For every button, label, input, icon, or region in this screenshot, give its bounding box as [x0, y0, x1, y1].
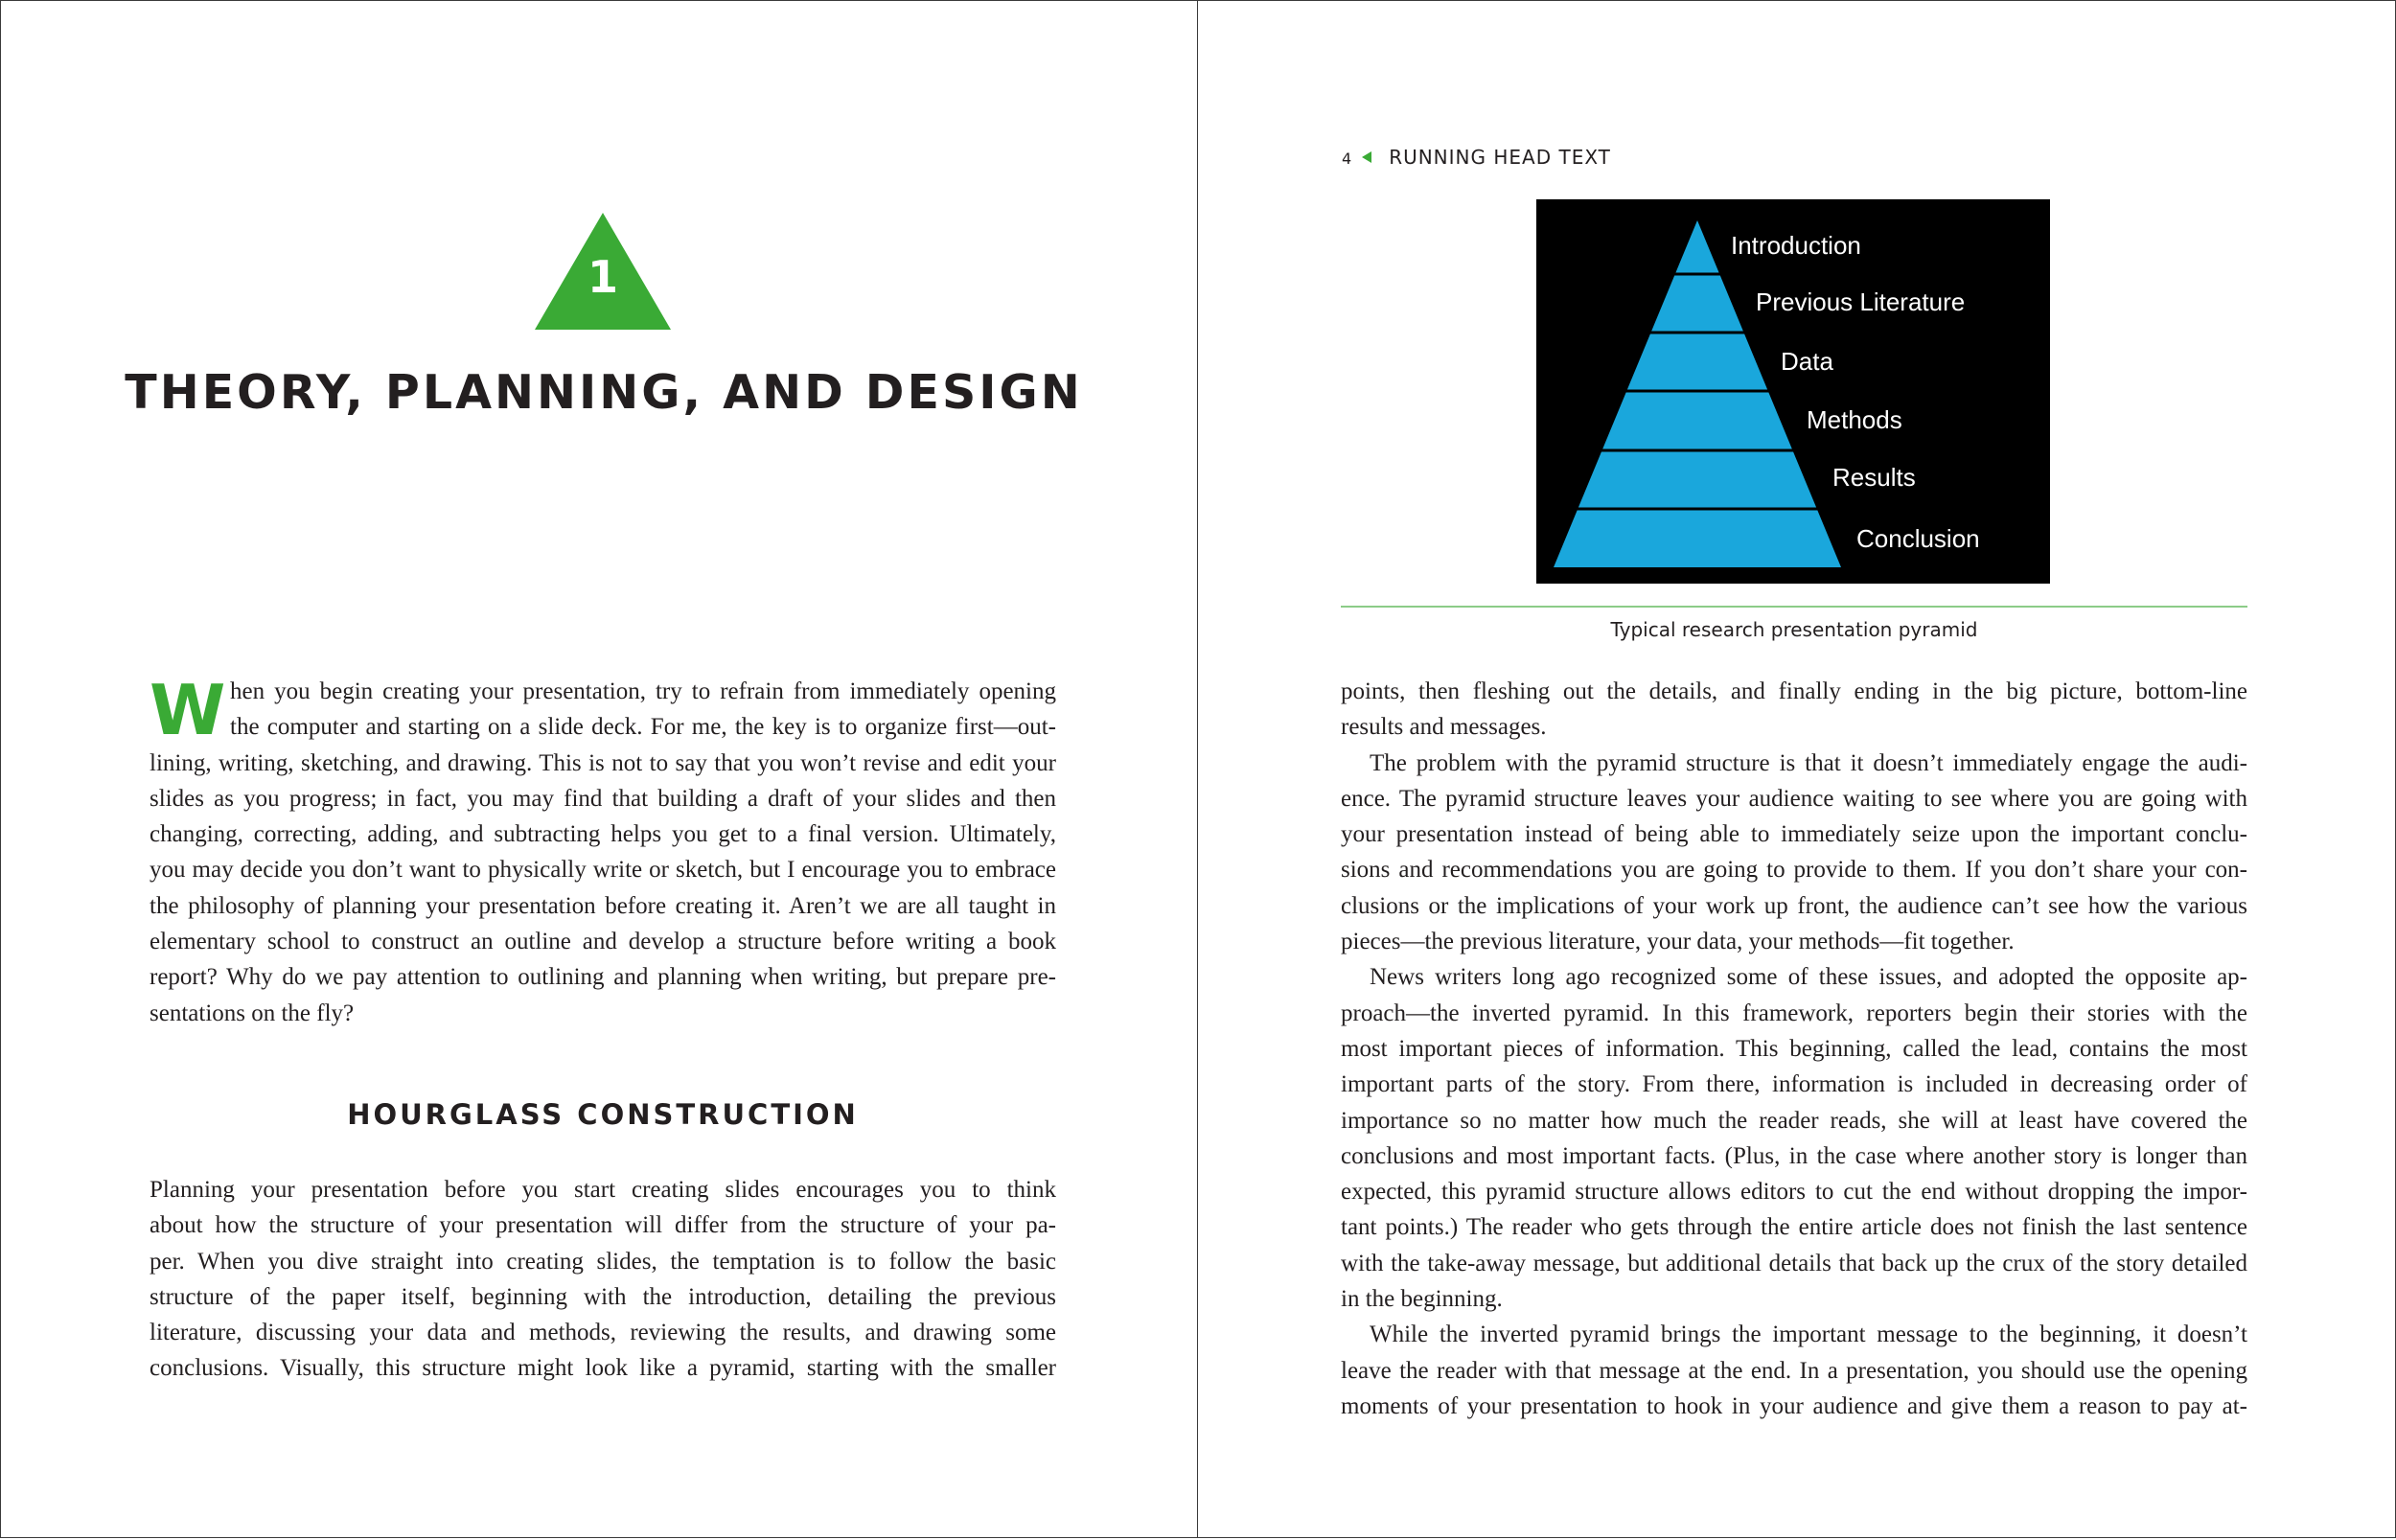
text-line: proach—the inverted pyramid. In this framework, reporters begin their stories with the	[1341, 1000, 2247, 1026]
figure-caption: Typical research presentation pyramid	[1610, 618, 1978, 641]
pyramid-label-methods: Methods	[1807, 405, 1902, 434]
text-line: sions and recommendations you are going to provide to them. If you don’t share your con-	[1341, 857, 2247, 884]
text-line: hen you begin creating your presentation, try to refrain from immediately opening	[230, 678, 1056, 704]
section-paragraph	[150, 1172, 1056, 1387]
intro-paragraph	[150, 670, 1056, 1031]
text-line: the computer and starting on a slide deck. For me, the key is to organize first—out-	[230, 714, 1056, 741]
pyramid-label-conclusion: Conclusion	[1856, 524, 1980, 553]
text-line: elementary school to construct an outline and develop a structure before writing a book	[150, 929, 1056, 955]
text-line: Planning your presentation before you start creating slides encourages you to think	[150, 1177, 1056, 1203]
text-line: While the inverted pyramid brings the important message to the beginning, it doesn’t	[1370, 1322, 2247, 1348]
text-line: per. When you dive straight into creating slides, the temptation is to follow the basic	[150, 1248, 1056, 1275]
text-line: the philosophy of planning your presentation before creating it. Aren’t we are all taught in	[150, 892, 1056, 919]
text-line: ence. The pyramid structure leaves your audience waiting to see where you are going with	[1341, 785, 2247, 812]
text-line: tant points.) The reader who gets through the entire article does not finish the last sentence	[1341, 1214, 2247, 1241]
text-line: in the beginning.	[1341, 1286, 1503, 1313]
text-line: conclusions and most important facts. (Plus, in the case where another story is longer than	[1341, 1142, 2247, 1169]
text-line: important parts of the story. From there, information is included in decreasing order of	[1341, 1071, 2247, 1098]
pyramid-label-results: Results	[1832, 463, 1916, 492]
text-line: News writers long ago recognized some of these issues, and adopted the opposite ap-	[1370, 964, 2247, 991]
chapter-number: 1	[587, 251, 618, 303]
triangle-left-icon	[1362, 151, 1371, 163]
text-line: conclusions. Visually, this structure might look like a pyramid, starting with the smaller	[150, 1355, 1056, 1382]
pyramid-shape	[1554, 220, 1841, 567]
text-line: report? Why do we pay attention to outlining and planning when writing, but prepare pre-	[150, 964, 1056, 991]
pyramid-figure	[1536, 199, 2050, 584]
pyramid-label-previous-literature: Previous Literature	[1756, 287, 1966, 316]
text-line: expected, this pyramid structure allows editors to cut the end without dropping the impor-	[1341, 1179, 2247, 1206]
right-page-text	[1341, 674, 2247, 1424]
chapter-title: THEORY, PLANNING, AND DESIGN	[125, 365, 1083, 420]
page-number: 4	[1342, 149, 1353, 168]
text-line: leave the reader with that message at the end. In a presentation, you should use the opening	[1341, 1357, 2247, 1384]
section-heading: HOURGLASS CONSTRUCTION	[347, 1098, 859, 1131]
text-line: clusions or the implications of your work up front, the audience can’t see how the various	[1341, 892, 2247, 919]
text-line: your presentation instead of being able to immediately seize upon the important conclu-	[1341, 821, 2247, 848]
text-line: you may decide you don’t want to physically write or sketch, but I encourage you to embrace	[150, 857, 1056, 884]
text-line: slides as you progress; in fact, you may find that building a draft of your slides and then	[150, 785, 1056, 812]
text-line: points, then fleshing out the details, and finally ending in the big picture, bottom-line	[1341, 678, 2247, 704]
text-line: literature, discussing your data and methods, reviewing the results, and drawing some	[150, 1320, 1056, 1346]
text-line: moments of your presentation to hook in your audience and give them a reason to pay at-	[1341, 1392, 2247, 1419]
text-line: importance so no matter how much the reader reads, she will at least have covered the	[1341, 1107, 2247, 1134]
running-head	[1342, 146, 1611, 171]
text-line: pieces—the previous literature, your data, your methods—fit together.	[1341, 929, 2015, 955]
text-line: structure of the paper itself, beginning with the introduction, detailing the previous	[150, 1283, 1056, 1310]
text-line: about how the structure of your presentation will differ from the structure of your pa-	[150, 1212, 1056, 1239]
pyramid-label-data: Data	[1781, 347, 1833, 376]
text-line: The problem with the pyramid structure is that it doesn’t immediately engage the audi-	[1370, 749, 2247, 776]
text-line: sentations on the fly?	[150, 1000, 355, 1026]
text-line: results and messages.	[1341, 714, 1547, 741]
text-line: lining, writing, sketching, and drawing. This is not to say that you won’t revise and edit your	[150, 749, 1056, 776]
text-line: with the take-away message, but additional details that back up the crux of the story detailed	[1341, 1250, 2247, 1276]
running-head-text: RUNNING HEAD TEXT	[1389, 146, 1611, 169]
text-line: most important pieces of information. This beginning, called the lead, contains the most	[1341, 1035, 2247, 1062]
figure-rule	[1341, 606, 2247, 608]
text-line: changing, correcting, adding, and subtracting helps you get to a final version. Ultimately,	[150, 821, 1056, 848]
pyramid-label-introduction: Introduction	[1731, 231, 1861, 260]
drop-cap: W	[150, 670, 226, 750]
